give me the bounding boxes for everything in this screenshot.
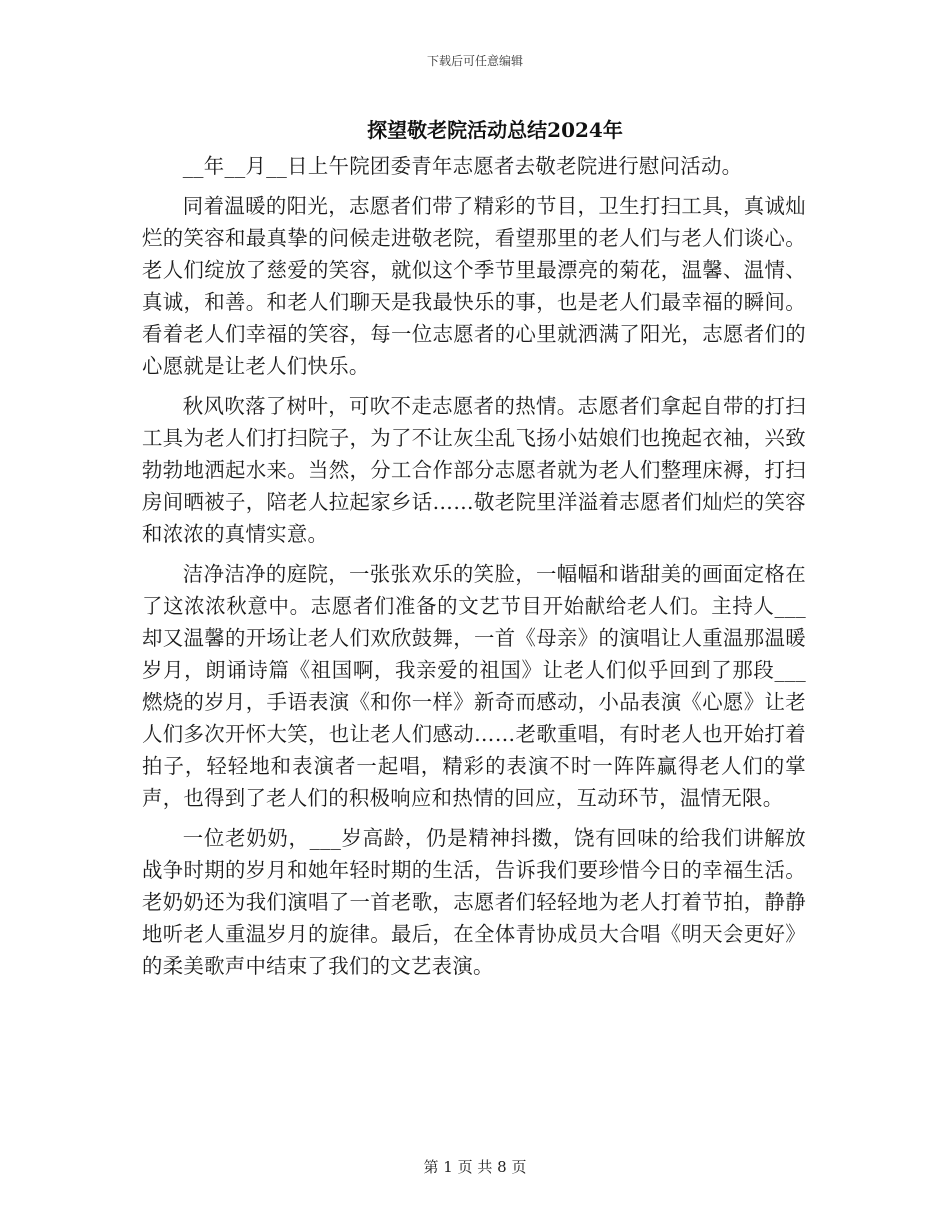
paragraph-date: __年__月__日上午院团委青年志愿者去敬老院进行慰问活动。 xyxy=(182,154,743,178)
document-title: 探望敬老院活动总结2024年 xyxy=(367,118,623,142)
page-header: 下载后可任意编辑 xyxy=(426,54,523,68)
paragraph-grandmother: 一位老奶奶，___岁高龄，仍是精神抖擞，饶有回味的给我们讲解放战争时期的岁月和她年轻时期的生活，告诉我们要珍惜今日的幸福生活。老奶奶还为我们演唱了一首老歌，志愿者们轻轻地为老人打着节拍，静静地听老人重温岁月的旋律。最后，在全体青协成员大合唱《明天会更好》的柔美歌声中结束了我们的文艺表演。 xyxy=(142,826,806,978)
paragraph-performance: 洁净洁净的庭院，一张张欢乐的笑脸，一幅幅和谐甜美的画面定格在了这浓浓秋意中。志愿者们准备的文艺节目开始献给老人们。主持人___却又温馨的开场让老人们欢欣鼓舞，一首《母亲》的演唱让人重温那温暖岁月，朗诵诗篇《祖国啊，我亲爱的祖国》让老人们似乎回到了那段___燃烧的岁月，手语表演《和你一样》新奇而感动，小品表演《心愿》让老人们多次开怀大笑，也让老人们感动……老歌重唱，有时老人也开始打着拍子，轻轻地和表演者一起唱，精彩的表演不时一阵阵赢得老人们的掌声，也得到了老人们的积极响应和热情的回应，互动环节，温情无限。 xyxy=(142,562,806,810)
document-body xyxy=(142,150,806,990)
page-number: 第 1 页 共 8 页 xyxy=(423,1158,527,1176)
paragraph-visit: 同着温暖的阳光，志愿者们带了精彩的节目，卫生打扫工具，真诚灿烂的笑容和最真挚的问候走进敬老院，看望那里的老人们与老人们谈心。老人们绽放了慈爱的笑容，就似这个季节里最漂亮的菊花，温馨、温情、真诚，和善。和老人们聊天是我最快乐的事，也是老人们最幸福的瞬间。看着老人们幸福的笑容，每一位志愿者的心里就洒满了阳光，志愿者们的心愿就是让老人们快乐。 xyxy=(142,194,806,378)
paragraph-cleaning: 秋风吹落了树叶，可吹不走志愿者的热情。志愿者们拿起自带的打扫工具为老人们打扫院子，为了不让灰尘乱飞扬小姑娘们也挽起衣袖，兴致勃勃地洒起水来。当然，分工合作部分志愿者就为老人们整理床褥，打扫房间晒被子，陪老人拉起家乡话……敬老院里洋溢着志愿者们灿烂的笑容和浓浓的真情实意。 xyxy=(142,394,806,546)
